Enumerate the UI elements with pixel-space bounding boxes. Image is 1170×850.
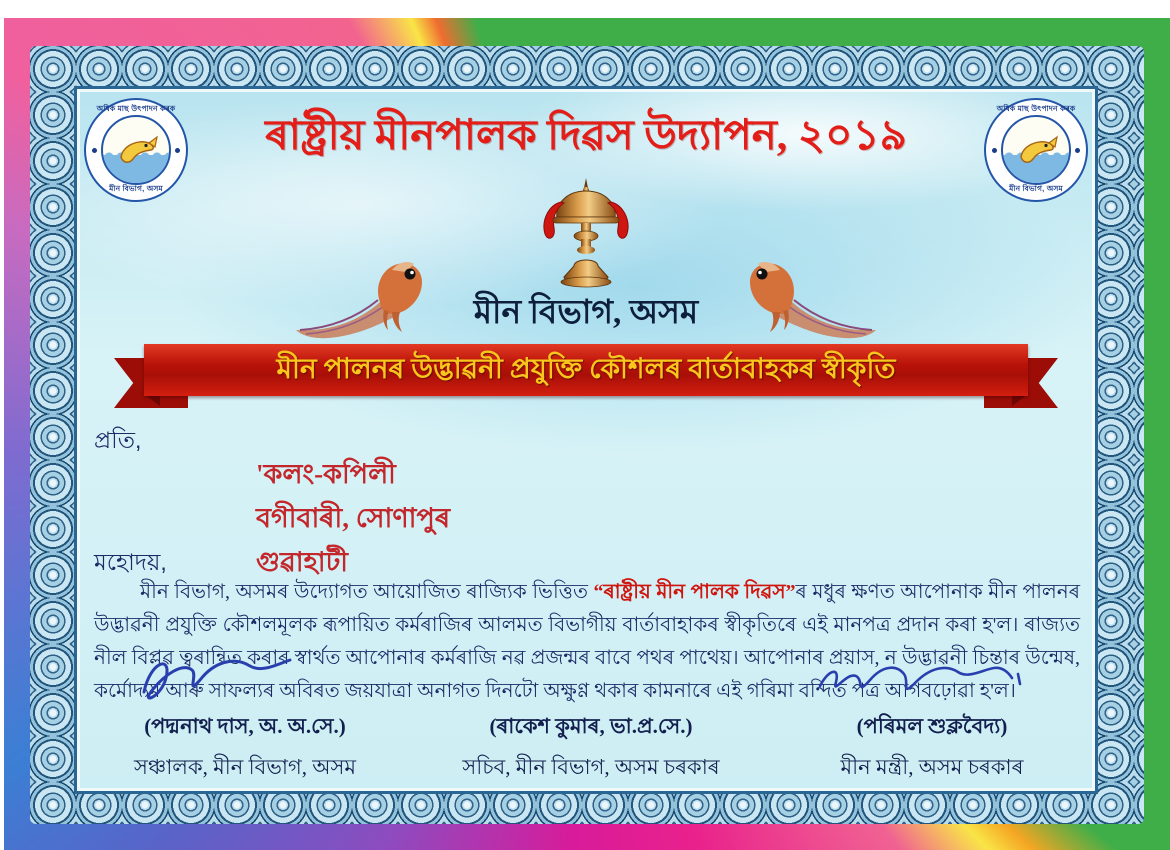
signatory-minister — [782, 710, 1082, 786]
signatory-designation: সচিব, মীন বিভাগ, অসম চৰকাৰ — [462, 755, 720, 779]
signature-scribble-icon — [812, 652, 1032, 708]
seal-dot-left — [92, 148, 97, 153]
seal-top-text: অধিক মাছ উৎপাদন কৰক — [996, 104, 1076, 113]
signatory-secretary — [421, 710, 761, 786]
seal-dot-right — [175, 148, 180, 153]
department-title: মীন বিভাগ, অসম — [473, 295, 699, 331]
greeting: মহোদয়, — [94, 549, 167, 575]
signature-scribble-icon — [130, 648, 300, 708]
certificate-title: ৰাষ্ট্ৰীয় মীনপালক দিৱস উদ্যাপন, ২০১৯ — [265, 113, 907, 159]
signature-row — [90, 710, 1082, 786]
seal-bottom-text: মীন বিভাগ, অসম — [109, 184, 163, 193]
salutation: প্ৰতি, — [94, 427, 142, 453]
signatory-name: (ৰাকেশ কুমাৰ, ভা.প্ৰ.সে.) — [489, 714, 693, 738]
fish-icon — [1013, 135, 1059, 169]
fish-icon — [113, 135, 159, 169]
seal-top-text: অধিক মাছ উৎপাদন কৰক — [96, 104, 176, 113]
recipient-line-2: বগীবাৰী, সোণাপুৰ — [256, 503, 451, 533]
recipient-line-1: 'কলং-কপিলী — [256, 459, 396, 489]
ribbon-banner-text: মীন পালনৰ উদ্ভাৱনী প্ৰযুক্তি কৌশলৰ বাৰ্তাবাহকৰ স্বীকৃতি — [276, 353, 896, 385]
signatory-director — [90, 710, 400, 786]
signatory-name: (পৰিমল শুক্লবৈদ্য) — [856, 714, 1008, 738]
seal-dot-left — [992, 148, 997, 153]
signatory-name: (পদ্মনাথ দাস, অ. অ.সে.) — [144, 714, 346, 738]
signatory-designation: সঞ্চালক, মীন বিভাগ, অসম — [133, 755, 357, 779]
body-part-2: ৰ মধুৰ ক্ষণত আপোনাক মীন পালনৰ উদ্ভাৱনী প্ৰযুক্তি কৌশলমূলক ৰূপায়িত কৰ্মৰাজিৰ আলমত বিভাগীয় বাৰ্তাবাহাকৰ স্বীকৃতিৰে এই মানপত্ৰ প্ৰদান কৰা হ'ল। ৰাজ্যত নীল বিপ্লৱ ত্বৰান্বিত কৰাৰ স্বাৰ্থত আপোনাৰ কৰ্মৰাজি নৱ প্ৰজন্মৰ বাবে পথৰ পাথেয়। আপোনাৰ প্ৰয়াস, ন উদ্ভাৱনী চিন্তাৰ উন্মেষ, কৰ্মোদ্যম আৰু সাফল্যৰ অবিৰত জয়যাত্ৰা অনাগত দিনটো অক্ষুণ্ণ থকাৰ কামনাৰে এই গৰিমা বন্দিত পত্ৰ আগবঢ়োৱা হ'ল। — [94, 581, 1080, 702]
seal-dot-right — [1075, 148, 1080, 153]
certificate-field — [80, 92, 1092, 788]
seal-bottom-text: মীন বিভাগ, অসম — [1009, 184, 1063, 193]
fisheries-seal-right — [984, 98, 1088, 202]
body-highlight: “ৰাষ্ট্ৰীয় মীন পালক দিৱস” — [593, 581, 796, 603]
recipient-line-3: গুৱাহাটী — [256, 547, 349, 577]
body-part-1: মীন বিভাগ, অসমৰ উদ্যোগত আয়োজিত ৰাজ্যিক ভিত্তিত — [140, 581, 594, 603]
fisheries-seal-left — [84, 98, 188, 202]
recipient-address — [256, 452, 450, 584]
signatory-designation: মীন মন্ত্ৰী, অসম চৰকাৰ — [840, 755, 1024, 779]
ribbon-bar — [144, 344, 1028, 396]
xorai-trophy-icon — [511, 178, 661, 288]
ribbon-banner — [114, 344, 1058, 412]
